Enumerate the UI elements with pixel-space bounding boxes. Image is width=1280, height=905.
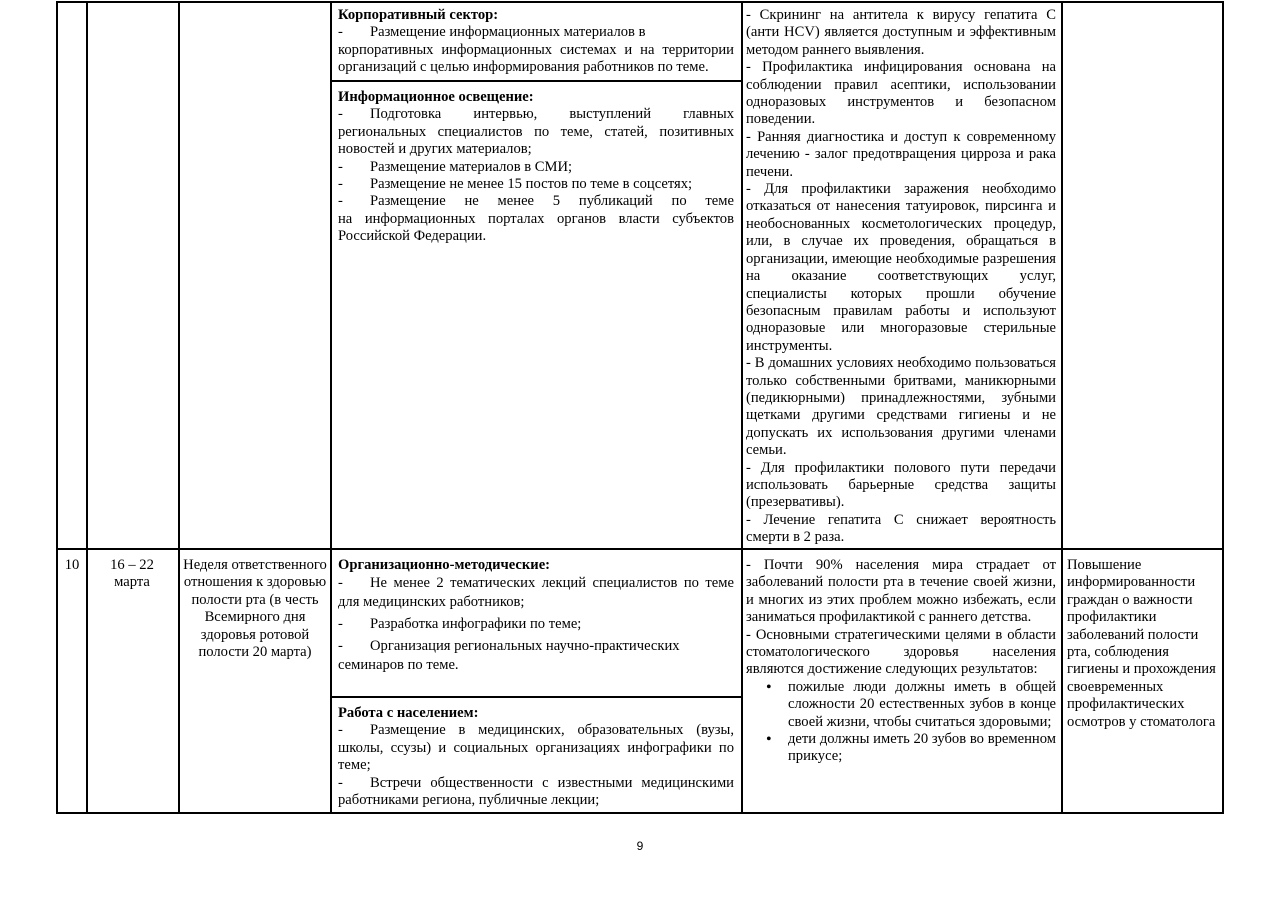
population-item-2: - Встречи общественности с известными медицинскими: [338, 774, 734, 791]
message-paragraph: - Основными стратегическими целями в области стоматологического здоровья населения являются достижение следующих результатов:: [746, 626, 1056, 678]
page-number: 9: [636, 839, 644, 853]
population-item-1: - Размещение в медицинских, образовательных (вузы,: [338, 722, 734, 739]
col-line: [178, 1, 180, 813]
info-item-1-cont: региональных специалистов по теме, статей, позитивных новостей и других материалов;: [338, 123, 734, 158]
methodical-heading: Организационно-методические:: [338, 557, 551, 573]
message-paragraph: - В домашних условиях необходимо пользоваться только собственными бритвами, маникюрными (педикюрными) принадлежностями, зубными щетками другими средствами гигиены и не допускать их использования другими членами семьи.: [746, 355, 1056, 459]
info-item-3: - Размещение не менее 15 постов по теме в соцсетях;: [338, 176, 693, 193]
row-number: 10: [64, 557, 80, 573]
population-cell: [338, 705, 734, 809]
event-name: Неделя ответственного отношения к здоровью полости рта (в честь Всемирного дня здоровья ротовой полости 20 марта): [183, 557, 327, 661]
goals-list: [746, 679, 1056, 766]
corporate-heading: Корпоративный сектор:: [338, 7, 499, 23]
col-line: [1222, 1, 1224, 813]
hepatitis-messages-cell: [746, 7, 1056, 547]
methodical-item-1-cont: для медицинских работников;: [338, 594, 525, 611]
col-line: [330, 1, 332, 813]
list-item: • пожилые люди должны иметь в общей сложности 20 естественных зубов в конце своей жизни, чтобы считаться здоровыми;: [788, 679, 1056, 731]
message-paragraph: - Лечение гепатита C снижает вероятность смерти в 2 раза.: [746, 511, 1056, 546]
table-border-bottom: [56, 812, 1224, 814]
row-divider: [56, 548, 1224, 550]
message-paragraph: - Для профилактики заражения необходимо отказаться от нанесения татуировок, пирсинга и необоснованных косметологических процедур, или, в случае их проведения, обращаться в организации, имеющие необходимые разрешения на оказание соответствующих услуг, специалисты которых прошли обучение безопасным правилам работы и используют одноразовые или многоразовые стерильные инструменты.: [746, 181, 1056, 354]
message-paragraph: - Для профилактики полового пути передачи использовать барьерные средства защиты (презервативы).: [746, 459, 1056, 511]
row10-inner-divider: [331, 696, 743, 698]
event-dates: 16 – 22 марта: [110, 557, 154, 591]
population-item-1-cont: школы, ссузы) и социальных организациях инфографики по теме;: [338, 739, 734, 774]
message-paragraph: - Профилактика инфицирования основана на соблюдении правил асептики, использовании одноразовых инструментов и безопасном поведении.: [746, 59, 1056, 128]
message-paragraph: - Почти 90% населения мира страдает от заболеваний полости рта в течение своей жизни, и многих из этих проблем можно избежать, если заниматься профилактикой с раннего детства.: [746, 557, 1056, 626]
message-paragraph: - Ранняя диагностика и доступ к современному лечению - залог предотвращения цирроза и рака печени.: [746, 128, 1056, 180]
info-item-4: - Размещение не менее 5 публикаций по теме: [338, 193, 734, 210]
info-item-4-cont: на информационных порталах органов власти субъектов Российской Федерации.: [338, 210, 734, 245]
info-item-2: - Размещение материалов в СМИ;: [338, 158, 573, 175]
methodical-item-3-cont: семинаров по теме.: [338, 657, 459, 674]
methodical-item-2: - Разработка инфографики по теме;: [338, 616, 582, 633]
corporate-item-cont: корпоративных информационных системах и на территории организаций с целью информирования работников по теме.: [338, 41, 734, 76]
expected-result: Повышение информированности граждан о важности профилактики заболеваний полости рта, соблюдения гигиены и прохождения своевременных профилактических осмотров у стоматолога: [1067, 557, 1216, 730]
col-line: [86, 1, 88, 813]
col-line: [1061, 1, 1063, 813]
info-item-1: - Подготовка интервью, выступлений главных: [338, 106, 734, 123]
population-item-2-cont: работниками региона, публичные лекции;: [338, 792, 600, 809]
list-item: • дети должны иметь 20 зубов во временном прикусе;: [788, 731, 1056, 766]
population-heading: Работа с населением:: [338, 705, 479, 721]
info-heading: Информационное освещение:: [338, 89, 534, 105]
methodical-item-3: - Организация региональных научно-практических: [338, 638, 680, 655]
corporate-item: - Размещение информационных материалов в: [338, 24, 646, 41]
info-coverage-cell: [338, 89, 734, 246]
row9-inner-divider: [331, 80, 743, 82]
methodical-item-1: - Не менее 2 тематических лекций специалистов по теме: [338, 575, 734, 592]
corporate-sector-cell: [338, 7, 734, 77]
message-paragraph: - Скрининг на антитела к вирусу гепатита C (анти HCV) является доступным и эффективным методом раннего выявления.: [746, 7, 1056, 58]
col-line: [741, 1, 743, 813]
methodical-cell: [338, 557, 734, 675]
oral-health-messages-cell: [746, 557, 1056, 766]
table-border-top: [56, 1, 1224, 3]
activity-table: [56, 1, 1224, 813]
col-line: [56, 1, 58, 813]
